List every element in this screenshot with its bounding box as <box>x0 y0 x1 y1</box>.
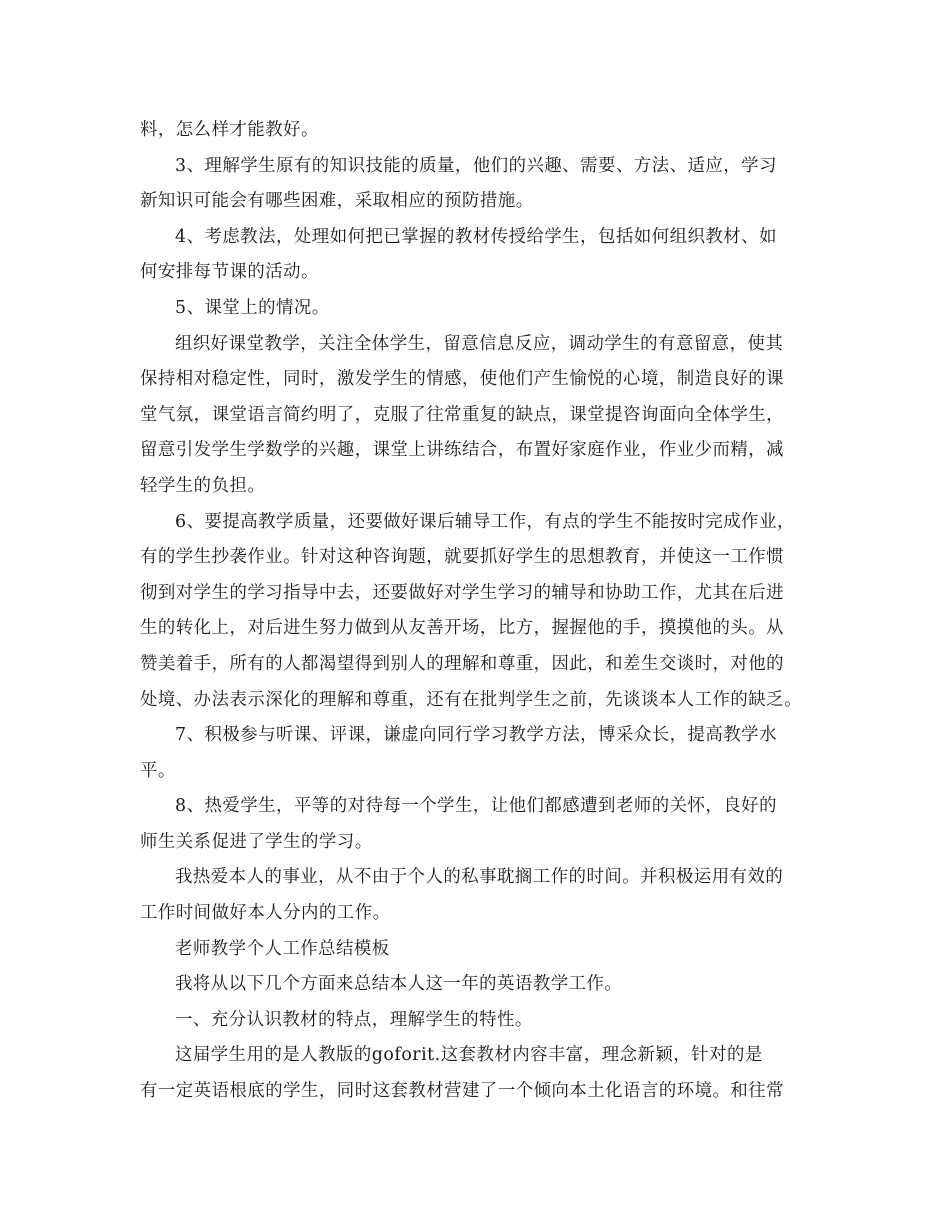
text-line: 处境、办法表示深化的理解和尊重，还有在批判学生之前，先谈谈本人工作的缺乏。 <box>140 689 802 710</box>
text-line: 我热爱本人的事业，从不由于个人的私事耽搁工作的时间。并积极运用有效的 <box>175 867 784 888</box>
document-body <box>140 113 816 1110</box>
text-line: 工作时间做好本人分内的工作。 <box>140 903 391 924</box>
text-line: 生的转化上，对后进生努力做到从友善开场，比方，握握他的手，摸摸他的头。从 <box>140 618 785 639</box>
text-line: 堂气氛，课堂语言简约明了，克服了往常重复的缺点，课堂提咨询面向全体学生， <box>140 404 785 425</box>
text-line: 平。 <box>140 760 176 781</box>
text-line: 组织好课堂教学，关注全体学生，留意信息反应，调动学生的有意留意，使其 <box>175 333 784 354</box>
text-line: 有的学生抄袭作业。针对这种咨询题，就要抓好学生的思想教育，并使这一工作惯 <box>140 547 785 568</box>
text-line: 3、理解学生原有的知识技能的质量，他们的兴趣、需要、方法、适应，学习 <box>175 155 777 176</box>
text-line: 这届学生用的是人教版的goforit.这套教材内容丰富，理念新颖，针对的是 <box>175 1045 763 1066</box>
text-line: 7、积极参与听课、评课，谦虚向同行学习教学方法，博采众长，提高教学水 <box>175 725 777 746</box>
text-line: 何安排每节课的活动。 <box>140 262 319 283</box>
text-line: 8、热爱学生，平等的对待每一个学生，让他们都感遭到老师的关怀，良好的 <box>175 796 777 817</box>
text-line: 赞美着手，所有的人都渴望得到别人的理解和尊重，因此，和差生交谈时，对他的 <box>140 653 785 674</box>
text-line: 彻到对学生的学习指导中去，还要做好对学生学习的辅导和协助工作，尤其在后进 <box>140 582 785 603</box>
text-line: 新知识可能会有哪些困难，采取相应的预防措施。 <box>140 191 534 212</box>
text-line: 留意引发学生学数学的兴趣，课堂上讲练结合，布置好家庭作业，作业少而精，减 <box>140 440 785 461</box>
section-heading: 老师教学个人工作总结模板 <box>175 938 390 959</box>
text-line: 师生关系促进了学生的学习。 <box>140 831 373 852</box>
text-line: 6、要提高教学质量，还要做好课后辅导工作，有点的学生不能按时完成作业， <box>175 511 795 532</box>
text-line: 轻学生的负担。 <box>140 475 266 496</box>
text-line: 4、考虑教法，处理如何把已掌握的教材传授给学生，包括如何组织教材、如 <box>175 226 777 247</box>
text-line: 我将从以下几个方面来总结本人这一年的英语教学工作。 <box>175 974 623 995</box>
text-line: 保持相对稳定性，同时，激发学生的情感，使他们产生愉悦的心境，制造良好的课 <box>140 369 785 390</box>
text-line: 有一定英语根底的学生，同时这套教材营建了一个倾向本土化语言的环境。和往常 <box>140 1081 785 1102</box>
text-line: 5、课堂上的情况。 <box>175 297 330 318</box>
text-line: 料，怎么样才能教好。 <box>140 120 319 140</box>
section-heading: 一、充分认识教材的特点，理解学生的特性。 <box>175 1009 533 1030</box>
